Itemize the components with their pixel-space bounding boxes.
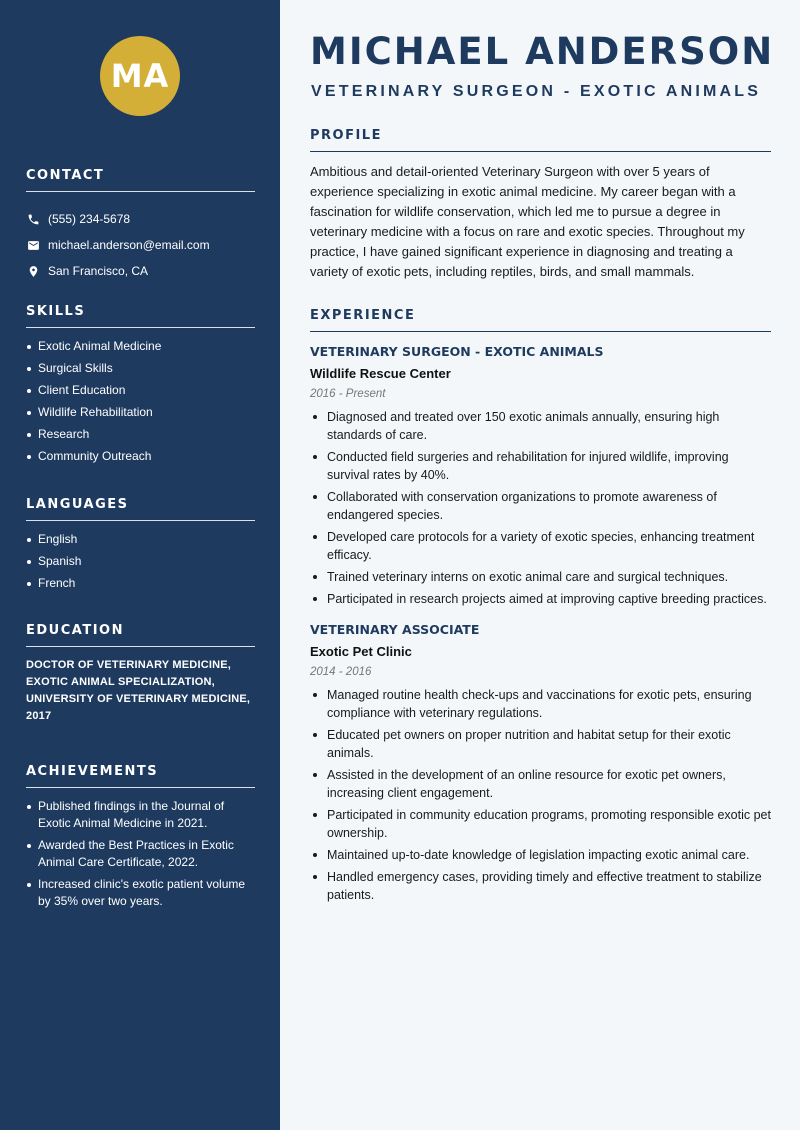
languages-heading: LANGUAGES xyxy=(26,497,255,521)
job-bullet: Managed routine health check-ups and vaccinations for exotic pets, ensuring compliance with veterinary regulations. xyxy=(310,686,771,722)
contact-phone-text: (555) 234-5678 xyxy=(48,212,131,226)
experience-section xyxy=(310,308,771,908)
job-dates: 2014 - 2016 xyxy=(310,666,372,678)
job-entry xyxy=(310,622,771,904)
profile-summary: Ambitious and detail-oriented Veterinary Surgeon with over 5 years of experience specializing in exotic animal medicine. My career began with a fascination for wildlife conservation, which led me to pursue a degree in veterinary medicine with a focus on rare and exotic species. Throughout my practice, I have gained significant experience in diagnosing and treating a variety of exotic pets, including reptiles, birds, and small mammals. xyxy=(310,164,745,279)
job-bullet: Trained veterinary interns on exotic animal care and surgical techniques. xyxy=(310,568,771,586)
achievement-item: Published findings in the Journal of Exotic Animal Medicine in 2021. xyxy=(26,798,255,832)
education-heading: EDUCATION xyxy=(26,623,255,647)
skills-section xyxy=(26,304,255,470)
skill-item: Exotic Animal Medicine xyxy=(26,338,255,355)
contact-phone[interactable] xyxy=(26,206,255,232)
education-section xyxy=(26,623,255,725)
contact-email[interactable] xyxy=(26,232,255,258)
contact-location xyxy=(26,258,255,284)
skill-item: Research xyxy=(26,426,255,443)
job-company: Wildlife Rescue Center xyxy=(310,366,451,381)
achievement-item: Awarded the Best Practices in Exotic Animal Care Certificate, 2022. xyxy=(26,837,255,871)
skills-heading: SKILLS xyxy=(26,304,255,328)
skill-item: Community Outreach xyxy=(26,448,255,465)
skill-item: Client Education xyxy=(26,382,255,399)
location-icon xyxy=(26,264,40,278)
job-bullet: Participated in research projects aimed at improving captive breeding practices. xyxy=(310,590,771,608)
job-dates: 2016 - Present xyxy=(310,388,386,400)
candidate-name: MICHAEL ANDERSON xyxy=(310,30,775,73)
contact-email-text: michael.anderson@email.com xyxy=(48,238,210,252)
job-bullet: Maintained up-to-date knowledge of legislation impacting exotic animal care. xyxy=(310,846,771,864)
skill-item: Surgical Skills xyxy=(26,360,255,377)
job-company: Exotic Pet Clinic xyxy=(310,644,412,659)
achievements-list xyxy=(26,798,255,910)
job-title: VETERINARY SURGEON - EXOTIC ANIMALS xyxy=(310,344,604,359)
experience-heading: EXPERIENCE xyxy=(310,308,771,332)
contact-heading: CONTACT xyxy=(26,168,255,192)
job-bullet: Collaborated with conservation organizations to promote awareness of endangered species. xyxy=(310,488,771,524)
job-bullet: Conducted field surgeries and rehabilitation for injured wildlife, improving survival rates by 40%. xyxy=(310,448,771,484)
job-bullets xyxy=(310,686,771,904)
languages-section xyxy=(26,497,255,597)
job-bullet: Diagnosed and treated over 150 exotic animals annually, ensuring high standards of care. xyxy=(310,408,771,444)
skill-item: Wildlife Rehabilitation xyxy=(26,404,255,421)
job-bullet: Assisted in the development of an online resource for exotic pet owners, increasing client engagement. xyxy=(310,766,771,802)
contact-list xyxy=(26,206,255,284)
language-item: Spanish xyxy=(26,553,255,570)
contact-section xyxy=(26,168,255,284)
languages-list xyxy=(26,531,255,592)
achievements-heading: ACHIEVEMENTS xyxy=(26,764,255,788)
email-icon xyxy=(26,238,40,252)
profile-section xyxy=(310,128,771,282)
education-entry: DOCTOR OF VETERINARY MEDICINE, EXOTIC ANIMAL SPECIALIZATION, UNIVERSITY OF VETERINARY MEDICINE, 2017 xyxy=(26,659,251,722)
contact-location-text: San Francisco, CA xyxy=(48,264,149,278)
achievement-item: Increased clinic's exotic patient volume by 35% over two years. xyxy=(26,876,255,910)
achievements-section xyxy=(26,764,255,915)
candidate-title: VETERINARY SURGEON - EXOTIC ANIMALS xyxy=(311,83,762,100)
job-bullet: Developed care protocols for a variety of exotic species, enhancing treatment efficacy. xyxy=(310,528,771,564)
job-title: VETERINARY ASSOCIATE xyxy=(310,622,480,637)
phone-icon xyxy=(26,212,40,226)
language-item: English xyxy=(26,531,255,548)
job-bullet: Participated in community education programs, promoting responsible exotic pet ownership. xyxy=(310,806,771,842)
job-bullet: Handled emergency cases, providing timely and effective treatment to stabilize patients. xyxy=(310,868,771,904)
skills-list xyxy=(26,338,255,465)
job-entry xyxy=(310,344,771,608)
job-bullets xyxy=(310,408,771,608)
main-content xyxy=(280,0,800,1130)
profile-heading: PROFILE xyxy=(310,128,771,152)
language-item: French xyxy=(26,575,255,592)
sidebar xyxy=(0,0,280,1130)
job-bullet: Educated pet owners on proper nutrition and habitat setup for their exotic animals. xyxy=(310,726,771,762)
avatar: MA xyxy=(100,36,180,116)
